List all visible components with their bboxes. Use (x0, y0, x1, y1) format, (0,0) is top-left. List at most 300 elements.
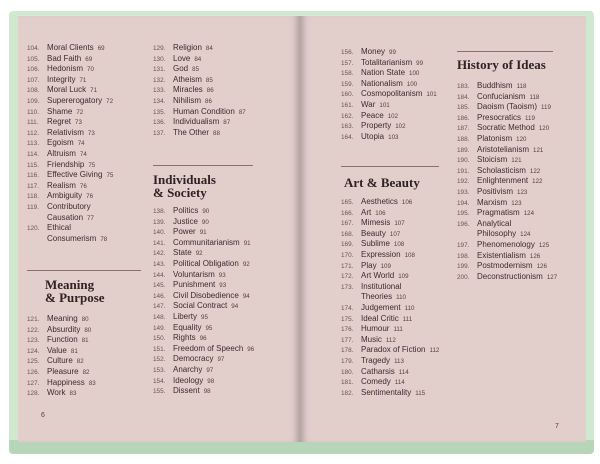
index-entry (153, 43, 295, 54)
entry-page: 110 (396, 294, 406, 302)
entry-title: Deconstructionism (477, 271, 543, 281)
entry-number: 135. (153, 108, 166, 116)
entry-page: 102 (395, 123, 406, 131)
index-entry (153, 365, 295, 376)
entry-title: Miracles (173, 85, 203, 95)
entry-number: 128. (27, 390, 40, 398)
index-entry (457, 251, 582, 262)
entry-title: Relativism (47, 127, 84, 137)
entry-title: Dissent (173, 386, 200, 396)
entry-number: 124. (27, 347, 40, 355)
entry-number: 186. (457, 114, 470, 122)
entry-number: 157. (341, 59, 354, 67)
entry-number: 129. (153, 45, 166, 52)
index-entry (153, 85, 295, 96)
entry-title: Punishment (173, 280, 216, 290)
entry-title: Happiness (47, 377, 85, 387)
index-entry (341, 208, 461, 219)
entry-title: Judgement (361, 302, 401, 312)
entry-title: Atheism (173, 74, 202, 84)
entry-page: 120 (538, 125, 550, 133)
entry-page: 72 (76, 108, 84, 116)
entry-title: Rights (173, 333, 196, 343)
index-entry (27, 356, 152, 367)
entry-number: 139. (153, 218, 166, 226)
index-entry (457, 176, 582, 187)
index-entry (153, 107, 295, 118)
entry-number: 127. (27, 379, 40, 387)
entry-number: 141. (153, 239, 166, 247)
entry-number: 190. (457, 157, 470, 165)
entry-page: 69 (85, 55, 93, 63)
entry-title: Equality (173, 322, 202, 332)
entry-page: 84 (205, 45, 213, 52)
index-entry (457, 102, 582, 113)
index-entry (27, 75, 152, 86)
entry-number: 155. (153, 388, 166, 396)
index-entry (153, 75, 295, 86)
entry-title: Social Contract (173, 301, 228, 311)
entry-number: 117. (27, 182, 39, 190)
entry-number: 174. (341, 304, 354, 312)
index-entry (341, 229, 461, 240)
index-entry (153, 333, 295, 344)
index-entry (341, 345, 461, 356)
index-entry (153, 248, 295, 259)
entry-number: 169. (341, 241, 354, 249)
entry-page: 96 (199, 335, 207, 343)
entry-page: 120 (516, 135, 527, 143)
index-entry (27, 43, 152, 54)
index-entry (27, 170, 152, 181)
entry-title: Play (361, 260, 377, 270)
entry-title: Egoism (47, 138, 74, 148)
entry-page: 97 (206, 366, 214, 374)
entry-page: 111 (402, 315, 413, 323)
section-heading-history: History of Ideas (457, 57, 546, 72)
entry-title: Mimesis (361, 218, 391, 228)
entry-number: 115. (27, 161, 39, 169)
entry-page: 121 (511, 157, 522, 165)
entry-title: Sublime (361, 239, 390, 249)
section-heading-individuals (153, 173, 216, 199)
entry-number: 138. (153, 208, 166, 215)
index-entry (27, 191, 152, 202)
section-rule (457, 51, 553, 52)
entry-page: 88 (213, 129, 220, 137)
entry-number: 105. (27, 55, 40, 63)
entry-title: Civil Disobedience (173, 290, 239, 300)
entry-title: Comedy (361, 377, 391, 387)
index-entry (27, 117, 152, 128)
entry-number: 153. (153, 366, 166, 374)
entry-page: 83 (69, 390, 77, 398)
index-entry (27, 367, 152, 378)
entry-page: 126 (529, 252, 541, 260)
entry-page: 69 (97, 45, 105, 52)
index-entry (153, 128, 295, 139)
entry-number: 156. (341, 49, 354, 56)
index-entry (341, 367, 461, 378)
entry-page: 107 (389, 230, 401, 238)
entry-page: 91 (199, 229, 207, 237)
index-entry (153, 238, 295, 249)
index-entry (341, 121, 461, 132)
entry-page: 76 (79, 182, 87, 190)
entry-number: 123. (27, 337, 40, 345)
index-entry (27, 54, 152, 65)
entry-title: Catharsis (361, 366, 395, 376)
entry-number: 119. (27, 203, 39, 211)
entry-title: Beauty (361, 228, 386, 238)
entry-page: 73 (87, 129, 95, 137)
entry-number: 159. (341, 80, 354, 88)
entry-title: Expression (361, 249, 401, 259)
entry-page: 108 (393, 241, 405, 249)
index-entry (27, 64, 152, 75)
index-entry (341, 356, 461, 367)
index-entry (341, 132, 461, 143)
index-entry (153, 54, 295, 65)
entry-page: 109 (398, 273, 409, 281)
index-entry (27, 223, 152, 234)
entry-page: 93 (219, 282, 227, 290)
entry-title: Buddhism (477, 81, 513, 90)
entry-page: 99 (389, 49, 396, 56)
index-entry (341, 47, 461, 58)
index-entry (341, 388, 461, 399)
entry-number: 195. (457, 210, 470, 218)
entry-title: Moral Clients (47, 43, 94, 52)
entry-title: Voluntarism (173, 269, 215, 279)
entry-page: 87 (238, 108, 246, 116)
entry-number: 178. (341, 347, 354, 355)
entry-page: 106 (375, 209, 386, 217)
entry-title: Property (361, 121, 392, 131)
entry-title: Art World (361, 271, 395, 281)
entry-title: Humour (361, 324, 390, 334)
entry-number: 108. (27, 87, 40, 95)
entry-title: Politics (173, 206, 199, 215)
entry-title: Meaning (47, 314, 78, 323)
entry-page: 100 (409, 70, 420, 78)
index-entry-continuation (341, 292, 461, 303)
left-col2-list (153, 43, 295, 138)
index-entry (457, 145, 582, 156)
entry-number: 143. (153, 260, 166, 268)
entry-title: Phenomenology (477, 239, 535, 249)
entry-page: 73 (75, 119, 82, 127)
entry-page: 106 (401, 199, 413, 206)
entry-number: 193. (457, 188, 470, 196)
entry-title-continuation: Philosophy (477, 229, 517, 239)
index-entry (153, 217, 295, 228)
entry-title: Religion (173, 43, 202, 52)
section-rule (27, 270, 141, 271)
entry-page: 101 (379, 101, 390, 109)
entry-page: 123 (511, 199, 522, 207)
entry-number: 191. (457, 167, 470, 175)
entry-page: 123 (517, 188, 528, 196)
entry-number: 142. (153, 250, 166, 258)
entry-page: 99 (416, 59, 424, 67)
entry-page: 90 (201, 218, 209, 226)
entry-number: 162. (341, 112, 354, 120)
index-entry (457, 240, 582, 251)
entry-number: 110. (27, 108, 39, 116)
entry-title: Existentialism (477, 250, 526, 260)
index-entry (341, 239, 461, 250)
entry-number: 154. (153, 377, 166, 385)
entry-number: 148. (153, 313, 166, 321)
entry-number: 122. (27, 326, 40, 334)
entry-page: 76 (86, 193, 94, 201)
entry-number: 170. (341, 251, 354, 259)
entry-title: Aristotelianism (477, 144, 530, 154)
entry-title: Realism (47, 180, 76, 190)
entry-number: 167. (341, 220, 354, 228)
index-entry (27, 335, 152, 346)
page-number-left: 6 (41, 412, 45, 419)
entry-number: 151. (153, 345, 166, 353)
index-entry (27, 96, 152, 107)
entry-number: 182. (341, 389, 354, 397)
entry-number: 131. (153, 66, 166, 74)
entry-title: Nihilism (173, 95, 201, 105)
left-col1-list (27, 43, 152, 244)
index-entry (341, 303, 461, 314)
entry-page: 75 (106, 172, 114, 180)
entry-title: Confucianism (477, 91, 526, 101)
entry-number: 125. (27, 358, 40, 366)
entry-number: 145. (153, 282, 166, 290)
index-entry (27, 149, 152, 160)
art-list (341, 197, 461, 398)
entry-page: 118 (529, 93, 540, 101)
entry-title: Scholasticism (477, 165, 526, 175)
entry-number: 200. (457, 273, 470, 281)
index-entry (457, 134, 582, 145)
entry-page: 119 (541, 104, 551, 112)
entry-page: 86 (205, 97, 212, 105)
entry-page: 102 (387, 112, 399, 120)
entry-number: 163. (341, 123, 354, 131)
index-entry (341, 261, 461, 272)
index-entry (153, 344, 295, 355)
heading-line: & Purpose (45, 290, 105, 305)
individuals-list (153, 206, 295, 397)
section-heading-meaning (45, 278, 105, 304)
index-entry (341, 377, 461, 388)
entry-page: 90 (202, 208, 210, 215)
entry-title: Ethical (47, 223, 72, 233)
entry-page: 78 (100, 235, 108, 243)
entry-page: 114 (394, 379, 405, 387)
entry-number: 176. (341, 326, 354, 334)
index-entry (27, 325, 152, 336)
entry-number: 179. (341, 357, 354, 365)
entry-title: Political Obligation (173, 258, 239, 268)
entry-page: 82 (82, 368, 90, 376)
entry-title: Shame (47, 106, 73, 116)
entry-page: 118 (516, 83, 527, 90)
index-entry (341, 58, 461, 69)
entry-title: Positivism (477, 186, 514, 196)
cover-edge (9, 440, 594, 454)
entry-title: Contributory (47, 201, 91, 211)
index-entry (27, 107, 152, 118)
index-entry (457, 166, 582, 177)
index-entry (341, 282, 461, 293)
entry-page: 115 (415, 389, 426, 397)
index-entry (153, 227, 295, 238)
entry-page: 74 (79, 150, 87, 158)
entry-number: 140. (153, 229, 166, 237)
heading-line: & Society (153, 185, 207, 200)
page-number-right: 7 (555, 423, 559, 430)
heading-line: Meaning (45, 277, 95, 292)
index-entry (27, 160, 152, 171)
entry-number: 164. (341, 133, 354, 141)
entry-page: 113 (394, 357, 404, 365)
entry-page: 82 (76, 358, 84, 366)
index-entry-continuation (457, 229, 582, 240)
entry-page: 97 (217, 356, 225, 364)
entry-number: 175. (341, 315, 354, 323)
entry-number: 120. (27, 225, 40, 233)
entry-title: Culture (47, 356, 73, 366)
entry-title: Pleasure (47, 366, 79, 376)
entry-page: 107 (394, 220, 405, 228)
index-entry (341, 111, 461, 122)
entry-page: 72 (106, 97, 114, 105)
entry-title: Money (361, 47, 386, 56)
entry-title: Individualism (173, 117, 220, 127)
entry-page: 95 (201, 313, 208, 321)
entry-number: 173. (341, 283, 354, 291)
entry-title: State (173, 248, 192, 258)
entry-title: Supererogatory (47, 95, 103, 105)
index-entry (27, 388, 152, 399)
entry-page: 83 (88, 379, 96, 387)
entry-title: Totalitarianism (361, 57, 413, 67)
entry-number: 180. (341, 368, 354, 376)
index-entry (457, 81, 582, 92)
index-entry (153, 280, 295, 291)
entry-title: Daoism (Taoism) (477, 102, 538, 112)
entry-page: 81 (70, 347, 78, 355)
entry-title: Nationalism (361, 78, 403, 88)
index-entry (457, 272, 582, 283)
entry-title: Moral Luck (47, 85, 87, 95)
right-col1-list (341, 47, 461, 142)
index-entry (153, 259, 295, 270)
entry-title: Communitarianism (173, 237, 240, 247)
entry-title: Effective Giving (47, 170, 103, 180)
index-entry (457, 261, 582, 272)
entry-title: Institutional (361, 281, 402, 291)
entry-number: 161. (341, 101, 354, 109)
index-entry (153, 96, 295, 107)
entry-number: 168. (341, 230, 354, 238)
entry-number: 177. (341, 336, 354, 344)
entry-page: 93 (218, 271, 226, 279)
entry-number: 199. (457, 263, 470, 271)
entry-number: 132. (153, 76, 166, 84)
index-entry (27, 346, 152, 357)
entry-page: 92 (242, 260, 250, 268)
index-entry (341, 335, 461, 346)
entry-title: Altruism (47, 148, 76, 158)
entry-page: 85 (192, 66, 200, 74)
entry-number: 149. (153, 324, 166, 332)
index-entry (153, 376, 295, 387)
entry-title: Utopia (361, 131, 385, 141)
entry-title: Absurdity (47, 324, 81, 334)
index-entry-continuation (27, 234, 152, 245)
entry-page: 94 (242, 292, 250, 300)
index-entry (341, 79, 461, 90)
entry-title: Human Condition (173, 106, 235, 116)
entry-title: Presocratics (477, 112, 522, 122)
entry-page: 98 (207, 377, 215, 385)
index-entry (153, 206, 295, 217)
entry-page: 124 (523, 210, 535, 218)
entry-page: 103 (388, 133, 399, 141)
entry-number: 158. (341, 70, 354, 78)
entry-number: 144. (153, 271, 166, 279)
entry-page: 101 (426, 91, 437, 99)
section-heading-art: Art & Beauty (344, 175, 420, 190)
entry-page: 75 (88, 161, 96, 169)
entry-page: 74 (77, 140, 85, 148)
entry-number: 152. (153, 356, 166, 364)
entry-page: 92 (195, 250, 203, 258)
index-entry (27, 85, 152, 96)
index-entry (341, 314, 461, 325)
section-rule (341, 166, 439, 167)
entry-title: Ideal Critic (361, 313, 399, 323)
section-rule (153, 165, 253, 166)
entry-page: 84 (194, 55, 202, 63)
entry-number: 192. (457, 178, 470, 186)
entry-title: Integrity (47, 74, 76, 84)
entry-number: 107. (27, 76, 40, 84)
entry-number: 183. (457, 83, 470, 90)
entry-title: Justice (173, 216, 198, 226)
entry-page: 71 (79, 76, 87, 84)
index-entry (27, 138, 152, 149)
entry-title: Enlightenment (477, 176, 529, 186)
entry-page: 112 (429, 347, 440, 355)
entry-number: 196. (457, 220, 470, 228)
entry-page: 80 (84, 326, 92, 334)
entry-title: Ambiguity (47, 191, 83, 201)
entry-page: 87 (223, 119, 231, 127)
index-entry (153, 117, 295, 128)
entry-page: 77 (87, 214, 94, 222)
entry-page: 85 (205, 76, 213, 84)
entry-title: The Other (173, 127, 210, 137)
entry-number: 134. (153, 97, 166, 105)
index-entry (341, 250, 461, 261)
entry-title: Freedom of Speech (173, 343, 244, 353)
entry-page: 125 (538, 241, 550, 249)
entry-title: Cosmopolitanism (361, 89, 423, 99)
index-entry (341, 218, 461, 229)
entry-page: 109 (380, 262, 391, 270)
index-entry (457, 208, 582, 219)
